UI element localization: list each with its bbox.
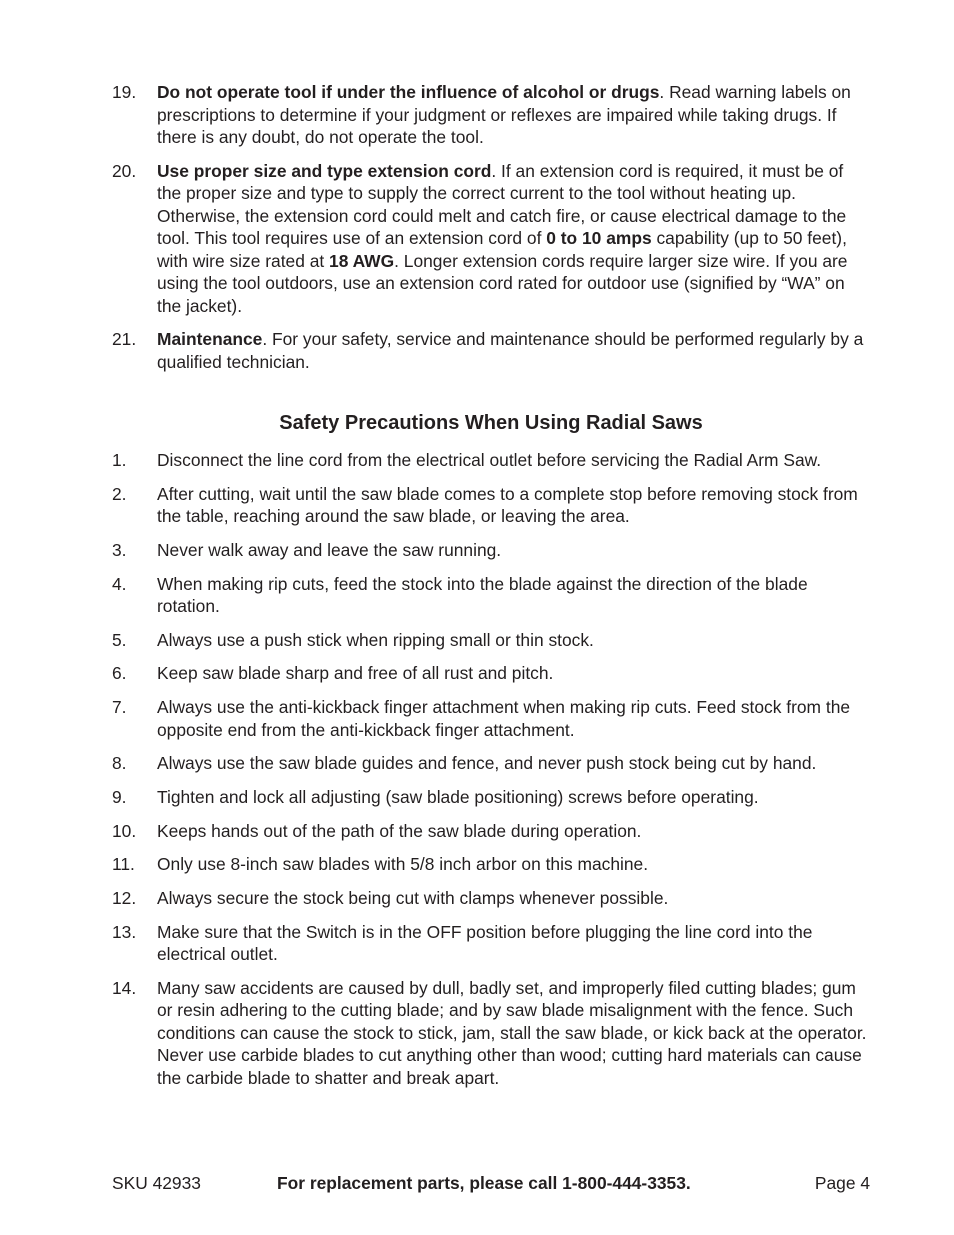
item-number: 13. <box>112 921 137 942</box>
item-text-bold: Maintenance <box>157 329 263 349</box>
item-number: 12. <box>112 888 137 909</box>
item-number: 19. <box>112 82 137 102</box>
list-item <box>112 81 872 149</box>
item-text: Tighten and lock all adjusting (saw blade positioning) screws before operating. <box>157 787 759 807</box>
item-text: Always use the saw blade guides and fence, and never push stock being cut by hand. <box>157 753 817 774</box>
item-text-bold: Use proper size and type extension cord <box>157 160 492 181</box>
page-footer <box>112 1172 870 1194</box>
list-item <box>112 921 872 966</box>
item-text: Make sure that the Switch is in the OFF position before plugging the line cord into the electrical outlet. <box>157 921 813 965</box>
item-number: 21. <box>112 329 137 349</box>
item-number: 20. <box>112 160 137 181</box>
item-number: 10. <box>112 820 137 841</box>
sku-label: SKU 42933 <box>112 1173 201 1193</box>
item-text-normal: . For your safety, service and maintenance should be performed regularly by a qualified technician. <box>157 329 864 372</box>
item-text: Always secure the stock being cut with clamps whenever possible. <box>157 888 669 909</box>
list-item <box>112 328 872 373</box>
item-number: 11. <box>112 854 135 875</box>
list-item <box>112 752 872 775</box>
item-number: 5. <box>112 629 127 650</box>
list-item <box>112 629 872 652</box>
item-text: Always use a push stick when ripping small or thin stock. <box>157 629 594 650</box>
item-text: Keep saw blade sharp and free of all rust and pitch. <box>157 663 554 684</box>
item-text-normal: capability (up to 50 feet), with wire size rated at <box>157 228 847 271</box>
item-text-bold: 18 AWG <box>329 250 395 271</box>
item-number: 8. <box>112 753 127 774</box>
replacement-parts-phone: For replacement parts, please call 1-800-444-3353. <box>277 1173 691 1193</box>
page-number: Page 4 <box>814 1173 870 1193</box>
item-number: 6. <box>112 663 127 684</box>
item-number: 1. <box>112 450 127 470</box>
list-item <box>112 887 872 910</box>
item-number: 4. <box>112 573 127 594</box>
item-text-bold: Do not operate tool if under the influence of alcohol or drugs <box>157 82 660 102</box>
item-text: When making rip cuts, feed the stock into the blade against the direction of the blade rotation. <box>157 573 808 617</box>
list-item <box>112 573 872 618</box>
list-item <box>112 449 872 472</box>
item-text <box>157 329 863 372</box>
item-text: Only use 8-inch saw blades with 5/8 inch arbor on this machine. <box>157 854 649 875</box>
item-text-normal: . Read warning labels on prescriptions to determine if your judgment or reflexes are impaired while taking drugs. If there is any doubt, do not operate the tool. <box>157 82 851 147</box>
item-text: Many saw accidents are caused by dull, badly set, and improperly filed cutting blades; gum or resin adhering to the cutting blade; and by saw blade misalignment with the fence. Such conditions can cause the stock to stick, jam, stall the saw blade, or kick back at the operator. Never use carbide blades to cut anything other than wood; cutting hard materials can cause the carbide blade to shatter and break apart. <box>157 977 867 1088</box>
list-item <box>112 483 872 528</box>
item-number: 7. <box>112 697 127 718</box>
general-safety-list <box>112 81 872 384</box>
item-number: 14. <box>112 977 137 998</box>
list-item <box>112 853 872 876</box>
item-text-bold: 0 to 10 amps <box>546 228 652 248</box>
list-item <box>112 786 872 809</box>
item-number: 3. <box>112 539 127 560</box>
list-item <box>112 820 872 843</box>
item-text: After cutting, wait until the saw blade comes to a complete stop before removing stock from the table, reaching around the saw blade, or leaving the area. <box>157 483 858 527</box>
list-item <box>112 696 872 741</box>
item-text: Never walk away and leave the saw running. <box>157 539 502 560</box>
item-text: Disconnect the line cord from the electrical outlet before servicing the Radial Arm Saw. <box>157 450 822 470</box>
item-text-normal: . If an extension cord is required, it must be of the proper size and type to supply the correct current to the tool without heating up. Otherwise, the extension cord could melt and catch fire, or cause electrical damage to the tool. This tool requires use of an extension cord of <box>157 160 847 248</box>
list-item <box>112 977 872 1090</box>
item-text: Always use the anti-kickback finger attachment when making rip cuts. Feed stock from the opposite end from the anti-kickback finger attachment. <box>157 697 851 740</box>
item-text-normal: . Longer extension cords require larger size wire. If you are using the tool outdoors, use an extension cord rated for outdoor use (signified by “WA” on the jacket). <box>157 250 848 316</box>
item-text <box>157 161 847 316</box>
list-item <box>112 539 872 562</box>
item-number: 2. <box>112 483 127 504</box>
item-number: 9. <box>112 787 127 807</box>
section-heading: Safety Precautions When Using Radial Saws <box>279 412 703 434</box>
radial-saw-safety-list <box>112 449 872 1101</box>
list-item <box>112 662 872 685</box>
item-text <box>157 82 851 147</box>
list-item <box>112 160 872 318</box>
item-text: Keeps hands out of the path of the saw blade during operation. <box>157 820 642 841</box>
